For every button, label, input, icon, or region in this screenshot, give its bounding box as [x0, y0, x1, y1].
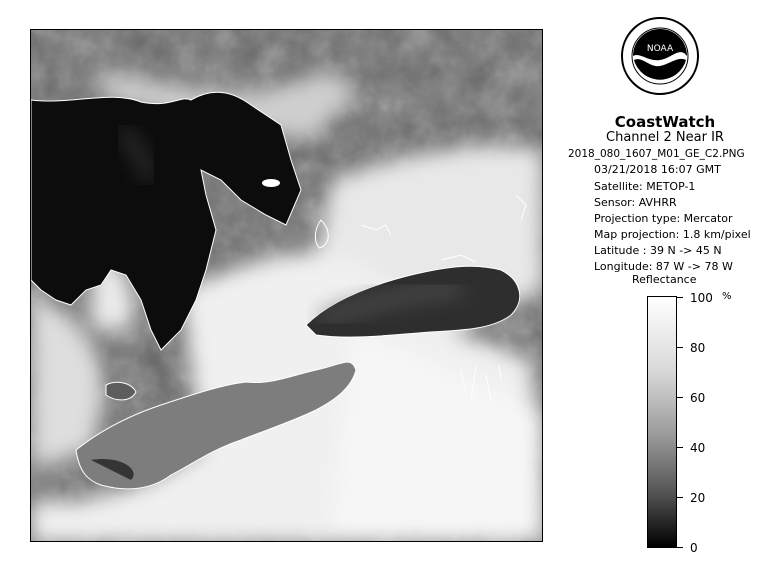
datetime: 03/21/2018 16:07 GMT — [594, 163, 721, 176]
tick-mark — [677, 297, 683, 298]
satellite-image-map — [30, 29, 543, 542]
brand-title: CoastWatch — [614, 113, 716, 131]
longitude: Longitude: 87 W -> 78 W — [594, 260, 733, 273]
tick-label: 60 — [690, 391, 706, 405]
tick-mark — [677, 397, 683, 398]
tick-label: 40 — [690, 441, 706, 455]
sensor: Sensor: AVHRR — [594, 196, 677, 209]
satellite-image — [31, 30, 543, 542]
tick-label: 0 — [690, 541, 698, 555]
reflectance-colorbar — [647, 296, 677, 548]
filename: 2018_080_1607_M01_GE_C2.PNG — [568, 148, 745, 160]
logo-text: NOAA — [646, 44, 674, 54]
projection-type: Projection type: Mercator — [594, 212, 733, 225]
noaa-logo — [620, 16, 700, 96]
map-projection: Map projection: 1.8 km/pixel — [594, 228, 751, 241]
tick-mark — [677, 497, 683, 498]
legend-unit: % — [722, 291, 732, 302]
tick-label: 100 — [690, 291, 713, 305]
tick-label: 20 — [690, 491, 706, 505]
satellite: Satellite: METOP-1 — [594, 180, 696, 193]
latitude: Latitude : 39 N -> 45 N — [594, 244, 722, 257]
tick-mark — [677, 447, 683, 448]
tick-mark — [677, 347, 683, 348]
channel-subtitle: Channel 2 Near IR — [606, 130, 724, 145]
tick-label: 80 — [690, 341, 706, 355]
tick-mark — [677, 547, 683, 548]
legend-title: Reflectance — [632, 273, 697, 286]
